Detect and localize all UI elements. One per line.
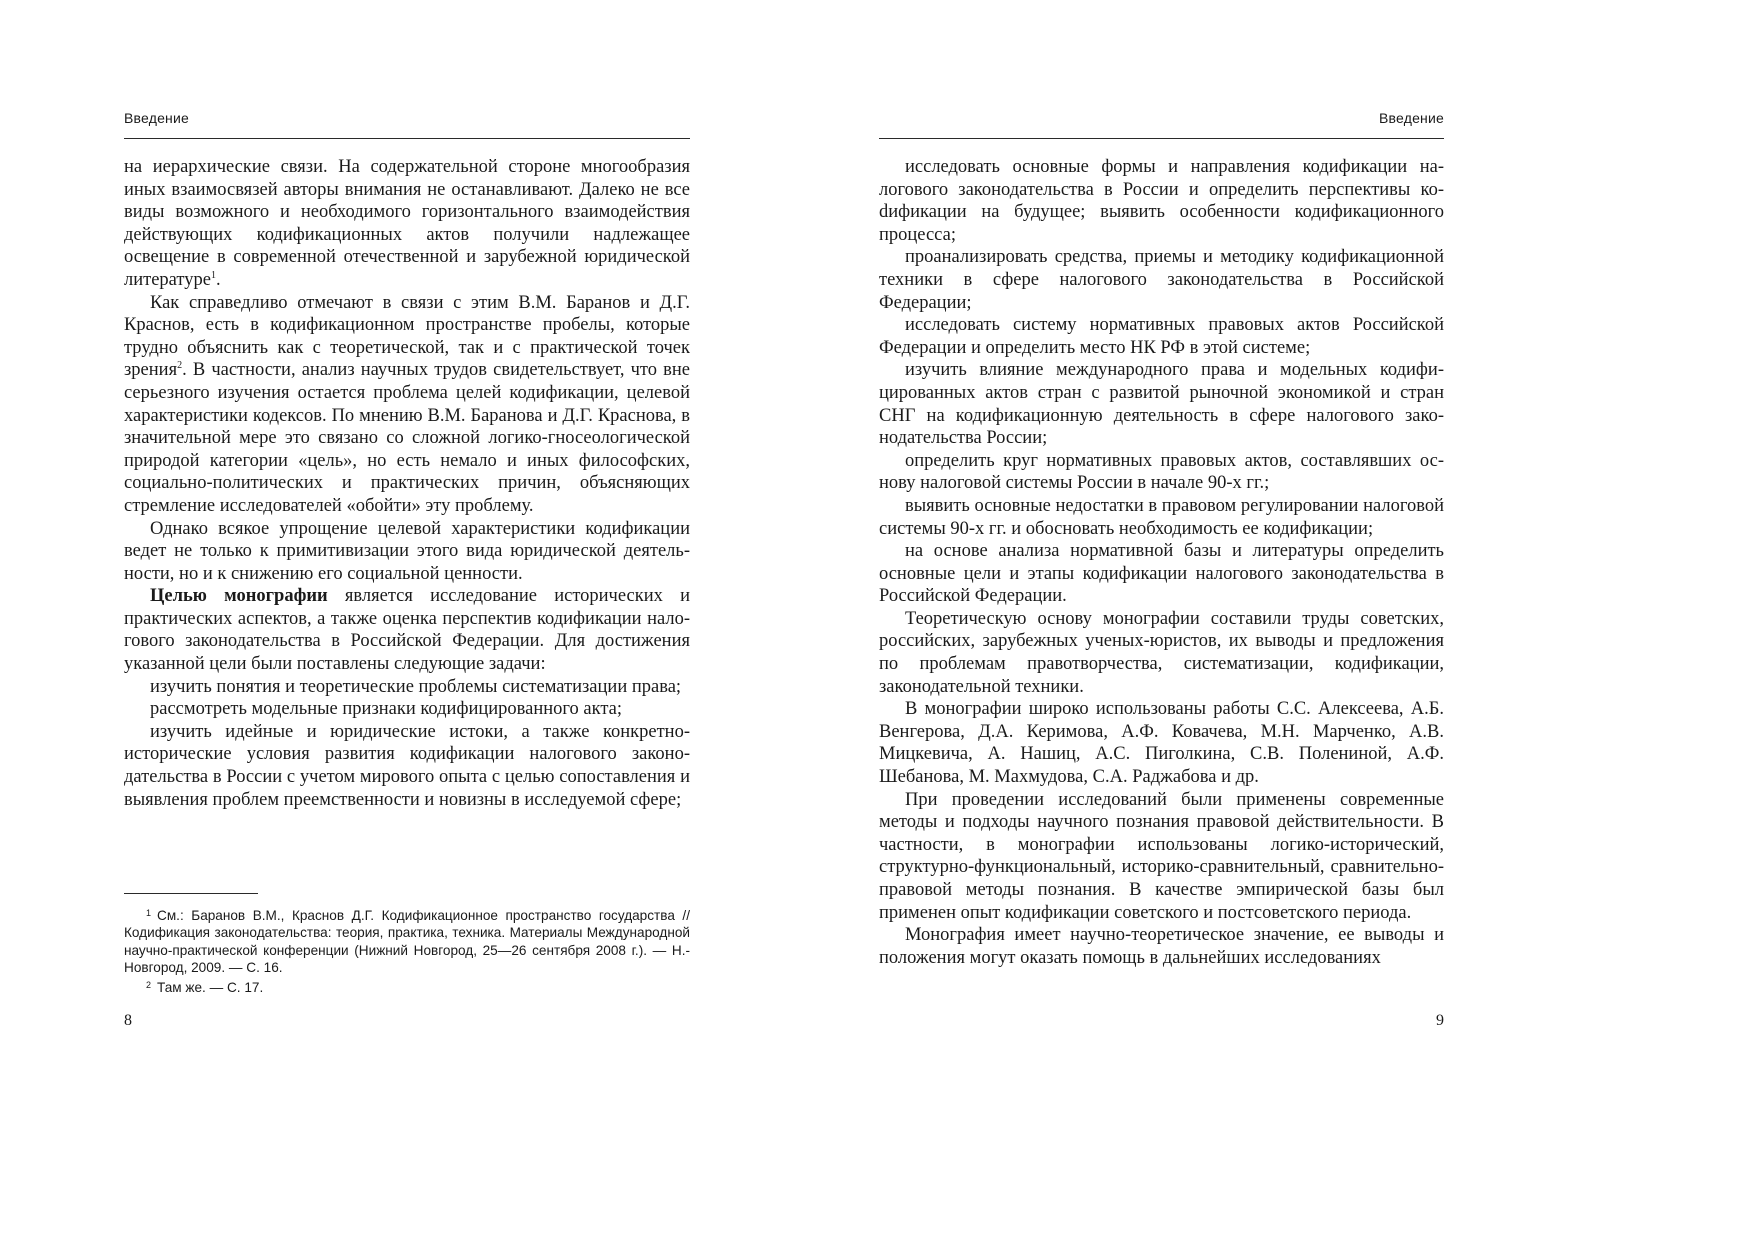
running-head-left: Введение [124, 110, 189, 126]
right-body-text [879, 156, 1444, 969]
task-item: изучить влияние международного права и модельных кодифицированных актов стран с развитой рыночной экономикой и стран СНГ на кодификационную деятельность в сфере налогового законодательства России; [879, 360, 1444, 449]
footnote-ref: 1 [210, 269, 216, 281]
footnotes [124, 905, 690, 996]
footnote: $^2$ Там же. — С. 17. [146, 979, 264, 995]
task-item: изучить понятия и теоретические проблемы систематизации права; [150, 676, 682, 697]
page-number-left: 8 [124, 1012, 132, 1029]
paragraph: Однако всякое упрощение целевой характеристики кодификации ведет не только к примитивизации этого вида юридической деятельности, но и к снижению его социальной ценности. [124, 518, 690, 584]
task-item: исследовать основные формы и направления кодификации налогового законодательства в России и определить перспективы коdификации на будущее; выявить особенности кодификационного процесса; [879, 157, 1444, 245]
task-item: на основе анализа нормативной базы и литературы определить основные цели и этапы кодификации налогового законодательства в Российской Федерации. [879, 541, 1444, 607]
paragraph: Монография имеет научно-теоретическое значение, ее выводы и положения могут оказать помощь в дальнейших исследованиях [879, 925, 1444, 968]
paragraph: Как справедливо отмечают в связи с этим В.М. Баранов и Д.Г. Краснов, есть в кодификационном пространстве пробелы, которые трудно объяснить как с теоретической, так и с практической точек зрения$^2$. В частности, анализ научных трудов свидетельствует, что вне серьезного изучения остается проблема целей кодификации, целевой характеристики кодексов. По мнению В.М. Баранова и Д.Г. Краснова, в значительной мере это связано со сложной логико-гносеологической природой категории «цель», но есть немало и иных философских, социально-политических и практических причин, объясняющих стремление исследователей «обойти» эту проблему. [124, 292, 691, 516]
paragraph: Теоретическую основу монографии составили труды советских, российских, зарубежных ученых-юристов, их выводы и предложения по проблемам правотворчества, систематизации, кодификации, законодательной техники. [879, 608, 1444, 697]
page-number-right: 9 [1436, 1012, 1444, 1029]
running-head-right: Введение [1379, 110, 1444, 126]
paragraph: При проведении исследований были применены современные методы и подходы научного познания правовой действительности. В частности, в монографии использованы логико-исторический, структурно-функциональный, историко-сравнительный, сравнительно-правовой методы познания. В качестве эмпирической базы был применен опыт кодификации советского и постсоветского периода. [879, 789, 1444, 923]
paragraph: Целью монографии является исследование исторических и практических аспектов, а также оценка перспектив кодификации налогового законодательства в Российской Федерации. Для достижения указанной цели были поставлены следующие задачи: [124, 586, 690, 675]
task-item: определить круг нормативных правовых актов, составлявших основу налоговой системы России в начале 90-х гг.; [879, 450, 1444, 494]
task-item: исследовать систему нормативных правовых актов Российской Федерации и определить место НК РФ в этой системе; [879, 315, 1444, 358]
right-page [879, 0, 1444, 1100]
footnote: $^1$ См.: Баранов В.М., Краснов Д.Г. Кодификационное пространство государства // Кодификация законодательства: теория, практика, техника. Материалы Международной научно-практической конференции (Нижний Новгород, 25—26 сентября 2008 г.). — Н.-Новгород, 2009. — С. 16. [124, 908, 690, 976]
header-rule-left [124, 138, 690, 139]
task-item: изучить идейные и юридические истоки, а также конкретно-исторические условия развития кодификации налогового законодательства в России с учетом мирового опыта с целью сопоставления и выявления проблем преемственности и новизны в исследуемой сфере; [124, 721, 690, 810]
left-body-text [124, 156, 690, 811]
paragraph: на иерархические связи. На содержательной стороне многообразия иных взаимосвязей авторы внимания не останавливают. Далеко не все виды возможного и необходимого горизонтального взаимодействия действующих кодификационных актов получили надлежащее освещение в современной отечественной и зарубежной юридической литературе$^1$. [124, 157, 690, 290]
task-item: рассмотреть модельные признаки кодифицированного акта; [150, 699, 623, 720]
task-item: проанализировать средства, приемы и методику кодификационной техники в сфере налогового законодательства в Российской Федерации; [879, 247, 1444, 313]
footnote-separator [124, 893, 258, 894]
paragraph: В монографии широко использованы работы С.С. Алексеева, А.Б. Венгерова, Д.А. Керимова, А.Ф. Ковачева, М.Н. Марченко, А.В. Мицкевича, А. Нашиц, А.С. Пиголкина, С.В. Полениной, А.Ф. Шебанова, М. Махмудова, С.А. Раджабова и др. [879, 699, 1444, 788]
bold-term: Целью монографии [150, 586, 328, 607]
task-item: выявить основные недостатки в правовом регулировании налоговой системы 90-х гг. и обосновать необходимость ее кодификации; [879, 495, 1444, 539]
header-rule-right [879, 138, 1444, 139]
left-page [124, 0, 690, 1100]
footnote-ref: 2 [177, 360, 183, 372]
